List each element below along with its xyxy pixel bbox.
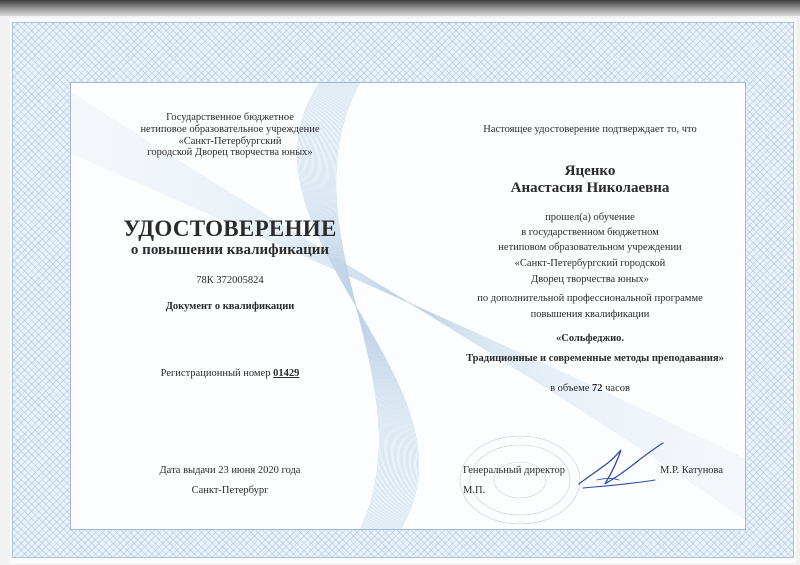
body-line: повышения квалификации [530, 309, 650, 320]
body-line: по дополнительной профессиональной программе [477, 293, 703, 304]
issue-date: Дата выдачи 23 июня 2020 года [159, 465, 301, 476]
faded-stamp [455, 428, 585, 528]
volume-suffix: часов [605, 383, 630, 394]
stamp-label: М.П. [463, 485, 486, 496]
registration-number: 01429 [273, 368, 300, 379]
holder-surname: Яценко [564, 163, 616, 179]
program-title-line-1: «Сольфеджио. [555, 333, 625, 344]
volume-hours: 72 [592, 383, 603, 394]
issuer-line: Государственное бюджетное [166, 112, 294, 123]
document-title: УДОСТОВЕРЕНИЕ [123, 216, 337, 241]
confirmation-text: Настоящее удостоверение подтверждает то, что [483, 124, 697, 135]
issuer-block [105, 112, 355, 159]
issue-city: Санкт-Петербург [191, 485, 269, 496]
director-title: Генеральный директор [463, 465, 565, 476]
body-line: «Санкт-Петербургский городской [514, 258, 666, 269]
scan-edge-shadow [0, 0, 800, 16]
issuer-line: нетиповое образовательное учреждение [140, 123, 320, 135]
registration-line [110, 368, 350, 380]
body-line: нетиповом образовательном учреждении [498, 242, 682, 253]
issuer-line: городской Дворец творчества юных» [147, 147, 313, 159]
registration-label: Регистрационный номер [160, 368, 271, 379]
course-volume [500, 383, 680, 395]
serial-number: 78К 372005824 [196, 275, 264, 286]
body-line: Дворец творчества юных» [531, 274, 649, 285]
body-line: в государственном бюджетном [521, 227, 659, 238]
document-subtitle: о повышении квалификации [130, 242, 330, 258]
document-type: Документ о квалификации [165, 301, 295, 312]
holder-given-names: Анастасия Николаевна [510, 180, 670, 196]
signature [575, 440, 670, 492]
program-title-line-2: Традиционные и современные методы преподавания» [466, 353, 724, 364]
director-name: М.Р. Катунова [660, 465, 724, 476]
issuer-line: «Санкт-Петербургский [178, 135, 282, 147]
body-line: прошел(а) обучение [545, 212, 635, 223]
volume-prefix: в объеме [550, 383, 590, 394]
